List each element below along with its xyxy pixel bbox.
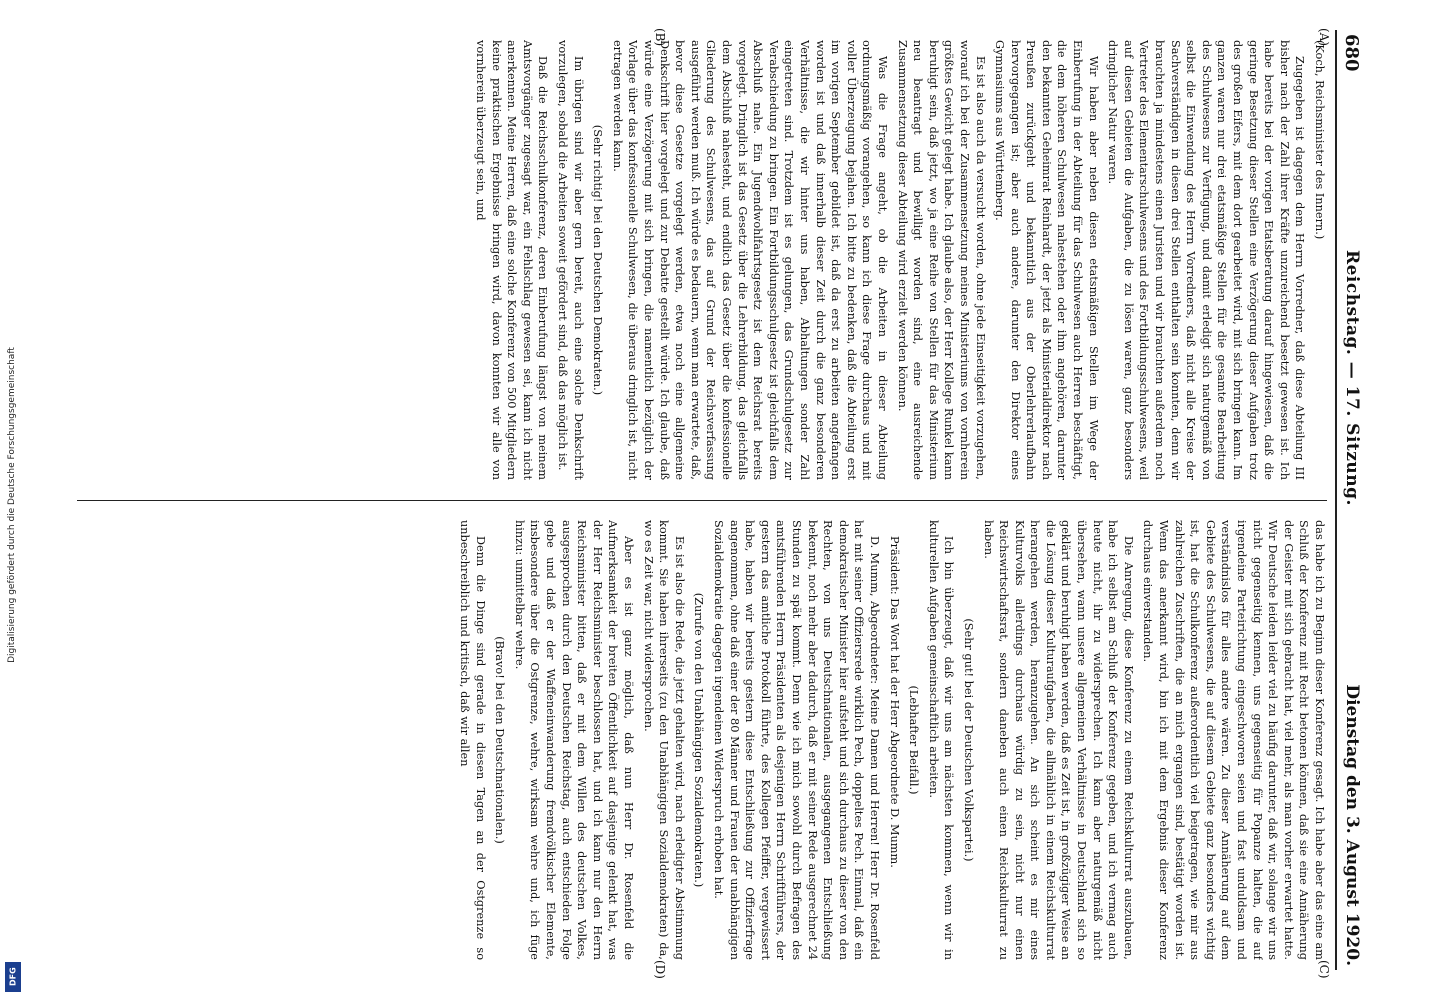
paragraph: Ich bin überzeugt, daß wir uns am nächsten kommen, wenn wir in kulturellen Aufgaben gemeinschaftlich arbeiten. [926,520,956,960]
interjection: (Zurufe von den Unabhängigen Sozialdemokraten.) [692,592,706,888]
column-divider [77,500,1327,501]
digitization-footer [0,0,24,1000]
paragraph: Es ist also auch da versucht worden, ohne jede Einseitigkeit vorzugehen, worauf ich bei der Zusammensetzung meines Ministeriums von vornherein größtes Gewicht gelegt habe. Ich glaube also, der Herr Kollege Runkel kann beruhigt sein, daß jetzt, wo ja eine Reihe von Stellen für das Ministerium neu beantragt und bewilligt worden sind, eine ausreichende Zusammensetzung dieser Abteilung wird erzielt werden können. [895,40,987,480]
speaker-attribution: (Koch, Reichsminister des Innern.) [1313,40,1326,240]
funding-notice: Digitalisierung gefördert durch die Deutsche Forschungsgemeinschaft [7,347,17,663]
page-number: 680 [1341,34,1363,72]
paragraph: Daß die Reichsschulkonferenz, deren Einberufung längst von meinem Amtsvorgänger zugesagt war, ein Fehlschlag gewesen sei, kann ich nicht anerkennen. Meine Herren, daß eine solche Konferenz von 500 Mitgliedern keine praktischen Ergebnisse bringen wird, davon konnten wir alle von vornherein überzeugt sein, und [474,40,550,480]
interjection: (Lebhafter Beifall.) [907,685,921,795]
session-title: Reichstag. — 17. Sitzung. [1342,249,1362,506]
page-header [1335,30,1367,970]
paragraph: Was die Frage angeht, ob die Arbeiten in dieser Abteilung ordnungsmäßig vorangehen, so kann ich diese Frage durchaus und mit voller Überzeugung bejahen. Ich bitte zu bedenken, daß die Abteilung erst im vorigen September gebildet ist, daß da erst zu arbeiten angefangen worden ist und daß innerhalb dieser Zeit durch die ganz besonderen Verhältnisse, die wir hinter uns haben, Abhaltungen sonder Zahl eingetreten sind. Trotzdem ist es gelungen, das Grundschulgesetz zur Verabschiedung zu bringen. Ein Fortbildungsschulgesetz ist gleichfalls dem Abschluß nahe. Ein Jugendwohlfahrtsgesetz ist dem Reichsrat bereits vorgelegt. Dringlich ist das Gesetz über die Lehrerbildung, das gleichfalls dem Abschluß nahesteht, und endlich das Gesetz über die konfessionelle Gliederung des Schulwesens, das auf Grund der Reichsverfassung ausgeführt werden muß. Ich würde es bedauern, wenn man erwartete, daß, bevor diese Gesetze vorgelegt werden, etwa noch eine allgemeine Denkschrift hier vorgelegt und zur Debatte gestellt würde. Ich glaube, daß würde eine Verzögerung mit sich bringen, die namentlich bezüglich der Vorlage über das konfessionelle Schulwesen, die überaus dringlich ist, nicht ertragen werden kann. [610,40,889,480]
right-column [77,520,1327,960]
interjection: (Sehr gut! bei der Deutschen Volkspartei.) [961,618,975,862]
paragraph: D. Mumm, Abgeordneter: Meine Damen und Herren! Herr Dr. Rosenfeld hat mit seiner Offiziersrede wirklich Pech, doppeltes Pech. Einmal, daß ein demokratischer Minister hier aufsteht und sich durchaus zu dieser von den Rechten, von uns Deutschnationalen, ausgegangenen Entschließung bekennt, noch mehr aber dadurch, daß er mit seiner Rede ausgerechnet 24 Stunden zu spät kommt. Denn wie ich mich sowohl durch Befragen des amtsführenden Herrn Präsidenten als desjenigen Herrn Schriftführers, der gestern das amtliche Protokoll führte, des Kollegen Pfeiffer, vergewissert habe, haben wir bereits gestern diese Entschließung zur Offizierfrage angenommen, ohne daß einer der 80 Männer und Frauen der unabhängigen Sozialdemokratie dagegen irgendeinen Widerspruch erhoben hat. [712,520,881,960]
margin-letter-b: (B) [653,28,667,47]
interjection: (Sehr richtig! bei den Deutschen Demokraten.) [591,124,605,396]
paragraph: Wir haben aber neben diesen etatsmäßigen Stellen im Wege der Einberufung in der Abteilung für das Schulwesen auch Herren beschäftigt, die dem höheren Schulwesen nahestehen oder ihm angehören, darunter den bekannten Geheimrat Reinhardt, der jetzt als Ministerialdirektor nach Preußen zurückgeht und bekanntlich aus der Oberlehrerlaufbahn hervorgegangen ist; aber auch andere, darunter den Direktor eines Gymnasiums aus Württemberg. [993,40,1100,480]
margin-letter-c: (C) [1317,960,1331,979]
paragraph: Im übrigen sind wir aber gern bereit, auch eine solche Denkschrift vorzulegen, sobald die Arbeiten soweit gefördert sind, daß das möglich ist. [556,40,585,480]
session-date: Dienstag den 3. August 1920. [1342,684,1362,966]
paragraph: Denn die Dinge sind gerade in diesen Tagen an der Ostgrenze so unbeschreiblich und kritisch, daß wir allen [458,520,487,960]
rotated-document [67,28,1367,979]
dfg-logo: DFG [5,962,21,992]
margin-letter-d: (D) [653,960,667,979]
president-statement: Präsident: Das Wort hat der Herr Abgeordnete D. Mumm. [887,536,901,868]
paragraph: Die Anregung, diese Konferenz zu einem Reichskulturrat auszubauen, habe ich selbst am Schluß der Konferenz gegeben, und ich vermag auch heute nicht, ihr zu widersprechen. Ich kann aber naturgemäß nicht übersehen, wann unsere allgemeinen Verhältnisse in Deutschland sich so geklärt und beruhigt haben werden, daß es Zeit ist, in großzügiger Weise an die Lösung dieser Kulturaufgaben, die allmählich in einem Reichskulturrat herangehen werden, heranzugehen. An sich scheint es mir eines Kulturvolks allerdings durchaus würdig zu sein, nicht nur einen Reichswirtschaftsrat, sondern daneben auch einen Reichskulturrat zu haben. [981,520,1135,960]
interjection: (Bravo! bei den Deutschnationalen.) [493,636,507,844]
margin-letter-a: (A) [1317,28,1331,47]
paragraph: das habe ich zu Beginn dieser Konferenz gesagt. Ich habe aber das eine am Schluß der Konferenz mit Recht betonen können, daß sie eine Annäherung der Geister mit sich gebracht hat, viel mehr, als man vorher erwartet hatte. Wir Deutsche leiden leider viel zu häufig darunter, daß wir, solange wir uns nicht gegenseitig kennen, uns gegenseitig für Popanze halten, die auf irgendeine Parteirichtung eingeschworen seien und fast unduldsam und verständnislos für alles andere wären. Zu dieser Annäherung auf dem Gebiete des Schulwesens, die auf diesem Gebiete ganz besonders wichtig ist, hat die Schulkonferenz außerordentlich viel beigetragen, wie mir aus zahlreichen Zuschriften, die an mich ergangen sind, bestätigt worden ist. Wenn das anerkannt wird, bin ich mit dem Ergebnis dieser Konferenz durchaus einverstanden. [1141,520,1326,960]
paragraph: Aber es ist ganz möglich, daß nun Herr Dr. Rosenfeld die Aufmerksamkeit der breiten Öffentlichkeit auf dasjenige gelenkt hat, was der Herr Reichsminister beschlossen hat, und ich kann nur den Herrn Reichsminister bitten, daß er mit dem Willen des deutschen Volkes, ausgesprochen durch den Deutschen Reichstag, auch entschieden Folge gebe und daß er der Waffeneinwanderung fremdvölkischer Elemente, insbesondere über die Ostgrenze, wehre, wirksam wehre und, ich füge hinzu: unmittelbar wehre. [512,520,636,960]
left-column [77,40,1327,480]
paragraph: Zugegeben ist dagegen dem Herrn Vorredner, daß diese Abteilung III bisher nach der Zahl ihrer Kräfte unzureichend besetzt gewesen ist. Ich habe bereits bei der vorigen Etatsberatung darauf hingewiesen, daß die geringe Besetzung dieser Stellen eine Verzögerung dieser Aufgaben trotz des großen Eifers, mit dem dort gearbeitet wird, mit sich bringen kann. Im ganzen waren nur drei etatsmäßige Stellen für die gesamte Bearbeitung des Schulwesens zur Verfügung, und damit erledigt sich naturgemäß von selbst die Einwendung des Herrn Vorredners, daß nicht alle Kreise der Sachverständigen in diesen drei Stellen enthalten sein konnten, denn wir brauchten ja mindestens einen Juristen und wir brauchten außerdem noch Vertreter des Elementarschulwesens und des Fortbildungsschulwesens, weil auf diesen Gebieten die Aufgaben, die zu lösen waren, ganz besonders dringlicher Natur waren. [1106,40,1307,480]
paragraph: Es ist also die Rede, die jetzt gehalten wird, nach erledigter Abstimmung kommt. Sie haben ihrerseits (zu den Unabhängigen Sozialdemokraten) da, wo es Zeit war, nicht widersprochen. [641,520,686,960]
